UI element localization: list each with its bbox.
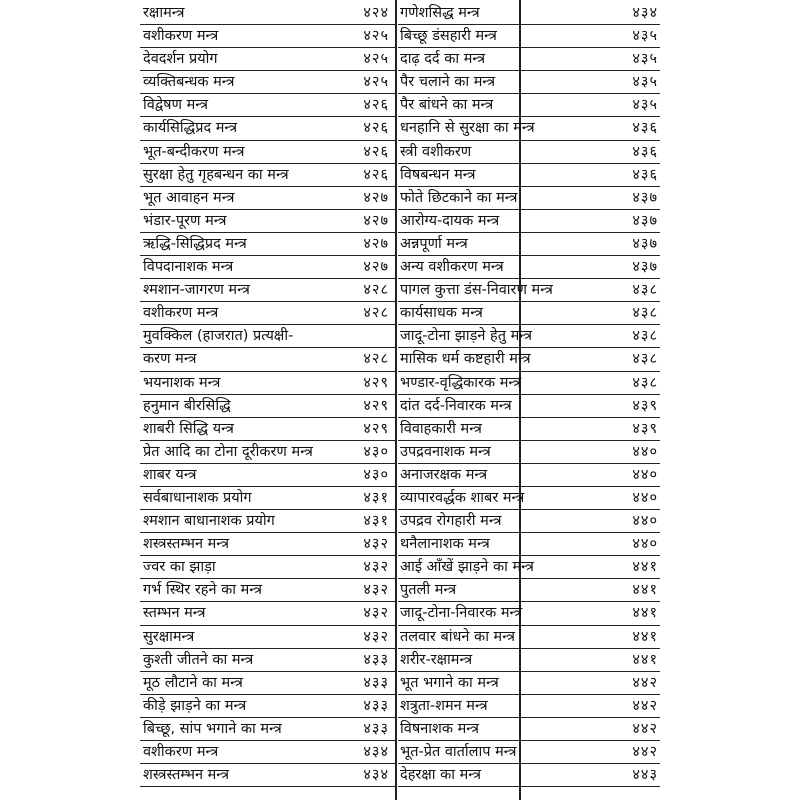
toc-entry-title: विषबन्धन मन्त्र xyxy=(400,166,476,183)
toc-entry xyxy=(398,210,660,233)
toc-entry xyxy=(398,764,660,787)
toc-entry xyxy=(398,141,660,164)
toc-entry-title: शस्त्रस्तम्भन मन्त्र xyxy=(143,536,229,553)
toc-entry-title: विद्वेषण मन्त्र xyxy=(143,97,209,114)
toc-entry xyxy=(140,325,395,348)
toc-entry-page: ४३१ xyxy=(363,489,389,506)
toc-entry xyxy=(398,741,660,764)
toc-entry xyxy=(140,602,395,625)
toc-entry-page: ४३३ xyxy=(363,651,389,668)
toc-entry-title: गणेशसिद्ध मन्त्र xyxy=(400,5,480,21)
toc-entry-title: दांत दर्द-निवारक मन्त्र xyxy=(400,397,512,414)
toc-entry-page: ४३२ xyxy=(363,582,389,599)
toc-entry-title: शत्रुता-शमन मन्त्र xyxy=(400,697,488,714)
toc-entry xyxy=(140,741,395,764)
toc-entry xyxy=(140,233,395,256)
toc-entry xyxy=(140,2,395,25)
toc-entry xyxy=(140,533,395,556)
toc-entry xyxy=(140,187,395,210)
toc-entry-page: ४३५ xyxy=(632,97,658,114)
toc-entry-title: जादू-टोना झाड़ने हेतु मन्त्र xyxy=(400,328,533,345)
toc-entry xyxy=(398,71,660,94)
toc-entry-page: ४४१ xyxy=(632,559,658,576)
toc-entry-title: आरोग्य-दायक मन्त्र xyxy=(400,212,500,229)
toc-entry xyxy=(398,48,660,71)
toc-entry-title: व्यक्तिबन्धक मन्त्र xyxy=(143,74,235,91)
toc-entry xyxy=(398,602,660,625)
toc-entry-page: ४३७ xyxy=(632,259,658,276)
toc-entry-title: फोते छिटकाने का मन्त्र xyxy=(400,189,518,206)
toc-entry-title: धनहानि से सुरक्षा का मन्त्र xyxy=(400,120,535,137)
toc-right-column xyxy=(398,2,660,787)
toc-entry-title: पैर चलाने का मन्त्र xyxy=(400,74,496,91)
toc-entry-title: शस्त्रस्तम्भन मन्त्र xyxy=(143,767,229,784)
toc-entry-title: भण्डार-वृद्धिकारक मन्त्र xyxy=(400,374,522,391)
toc-entry-page: ४३३ xyxy=(363,674,389,691)
toc-entry xyxy=(398,487,660,510)
toc-entry-title: अन्नपूर्णा मन्त्र xyxy=(400,235,468,252)
toc-entry-page: ४४२ xyxy=(632,674,658,691)
toc-entry-page: ४३४ xyxy=(363,744,389,760)
toc-entry xyxy=(140,418,395,441)
toc-entry xyxy=(140,117,395,140)
toc-entry-title: वशीकरण मन्त्र xyxy=(143,28,219,45)
toc-entry-title: मासिक धर्म कष्टहारी मन्त्र xyxy=(400,351,531,368)
toc-entry-page: ४३० xyxy=(363,466,389,483)
toc-entry xyxy=(140,71,395,94)
toc-entry xyxy=(398,372,660,395)
toc-entry xyxy=(398,395,660,418)
toc-entry-page: ४३२ xyxy=(363,559,389,576)
toc-entry-page: ४२८ xyxy=(363,282,389,299)
toc-entry xyxy=(398,626,660,649)
toc-entry-title: सुरक्षामन्त्र xyxy=(143,628,195,645)
toc-entry-page: ४२८ xyxy=(363,305,389,322)
toc-entry xyxy=(398,695,660,718)
toc-entry-page: ४३७ xyxy=(632,235,658,252)
toc-entry-page: ४४२ xyxy=(632,697,658,714)
toc-entry-title: पैर बांधने का मन्त्र xyxy=(400,97,494,114)
toc-entry-title: शाबर यन्त्र xyxy=(143,466,197,483)
toc-entry-title: हनुमान बीरसिद्धि xyxy=(143,397,231,414)
toc-entry-page: ४४२ xyxy=(632,744,658,760)
toc-entry-title: मुवक्किल (हाजरात) प्रत्यक्षी- xyxy=(143,328,294,345)
toc-entry xyxy=(398,233,660,256)
toc-entry-title: जादू-टोना-निवारक मन्त्र xyxy=(400,605,523,622)
toc-entry-page: ४३१ xyxy=(363,513,389,530)
toc-entry xyxy=(398,187,660,210)
toc-entry-title: विपदानाशक मन्त्र xyxy=(143,259,234,276)
toc-entry-page: ४२९ xyxy=(363,397,389,414)
toc-entry-title: वशीकरण मन्त्र xyxy=(143,305,219,322)
toc-entry xyxy=(398,279,660,302)
toc-entry xyxy=(140,48,395,71)
toc-entry-page: ४३२ xyxy=(363,605,389,622)
toc-entry-page: ४२८ xyxy=(363,351,389,368)
toc-entry-page: ४२७ xyxy=(363,212,389,229)
toc-entry-page: ४३७ xyxy=(632,212,658,229)
toc-entry xyxy=(140,302,395,325)
toc-entry-title: कार्यसाधक मन्त्र xyxy=(400,305,483,322)
toc-entry-title: तलवार बांधने का मन्त्र xyxy=(400,628,515,645)
toc-entry xyxy=(140,464,395,487)
toc-entry-page: ४४१ xyxy=(632,628,658,645)
toc-entry xyxy=(398,441,660,464)
toc-entry-title: भूत-प्रेत वार्तालाप मन्त्र xyxy=(400,744,517,760)
toc-entry-title: पागल कुत्ता डंस-निवारण मन्त्र xyxy=(400,282,553,299)
toc-entry xyxy=(140,164,395,187)
toc-entry xyxy=(398,25,660,48)
toc-entry xyxy=(140,441,395,464)
toc-entry-title: व्यापारवर्द्धक शाबर मन्त्र xyxy=(400,489,525,506)
toc-entry-title: भूत-बन्दीकरण मन्त्र xyxy=(143,143,245,160)
toc-entry-title: भूत भगाने का मन्त्र xyxy=(400,674,499,691)
toc-entry-title: उपद्रव रोगहारी मन्त्र xyxy=(400,513,502,530)
toc-entry-page: ४२६ xyxy=(363,166,389,183)
toc-entry-page: ४३३ xyxy=(363,720,389,737)
toc-entry xyxy=(140,25,395,48)
toc-entry xyxy=(140,649,395,672)
toc-entry-page: ४४० xyxy=(632,489,658,506)
toc-entry-title: बिच्छू डंसहारी मन्त्र xyxy=(400,28,497,45)
toc-entry xyxy=(398,649,660,672)
toc-entry xyxy=(140,395,395,418)
toc-entry-title: भूत आवाहन मन्त्र xyxy=(143,189,235,206)
toc-entry xyxy=(140,764,395,787)
toc-entry-title: सुरक्षा हेतु गृहबन्धन का मन्त्र xyxy=(143,166,289,183)
toc-entry-page: ४४१ xyxy=(632,651,658,668)
toc-entry xyxy=(140,510,395,533)
toc-entry-page: ४४२ xyxy=(632,720,658,737)
toc-entry-page: ४३८ xyxy=(632,351,658,368)
toc-entry-page: ४२६ xyxy=(363,143,389,160)
toc-entry-page: ४२४ xyxy=(363,5,389,21)
toc-entry-page: ४३८ xyxy=(632,328,658,345)
toc-entry-title: थनैलानाशक मन्त्र xyxy=(400,536,490,553)
toc-entry-page: ४४० xyxy=(632,513,658,530)
toc-entry xyxy=(398,672,660,695)
toc-entry xyxy=(398,348,660,371)
toc-entry-title: ऋद्धि-सिद्धिप्रद मन्त्र xyxy=(143,235,247,252)
toc-entry-title: वशीकरण मन्त्र xyxy=(143,744,219,760)
toc-entry xyxy=(398,164,660,187)
toc-entry-title: शरीर-रक्षामन्त्र xyxy=(400,651,473,668)
toc-entry xyxy=(140,672,395,695)
toc-entry-page: ४४० xyxy=(632,536,658,553)
toc-entry-page: ४२५ xyxy=(363,74,389,91)
toc-entry-page: ४३६ xyxy=(632,120,658,137)
toc-entry xyxy=(140,348,395,371)
toc-entry xyxy=(140,579,395,602)
toc-entry xyxy=(398,556,660,579)
toc-entry-title: अनाजरक्षक मन्त्र xyxy=(400,466,488,483)
toc-entry-page: ४२९ xyxy=(363,420,389,437)
toc-entry-title: भयनाशक मन्त्र xyxy=(143,374,221,391)
toc-entry-page: ४३८ xyxy=(632,282,658,299)
toc-entry-title: अन्य वशीकरण मन्त्र xyxy=(400,259,504,276)
toc-entry-title: बिच्छू, सांप भगाने का मन्त्र xyxy=(143,720,282,737)
toc-entry xyxy=(140,372,395,395)
toc-entry-title: आई आँखें झाड़ने का मन्त्र xyxy=(400,559,534,576)
toc-entry-page: ४३८ xyxy=(632,305,658,322)
toc-entry xyxy=(140,718,395,741)
toc-entry-page: ४३४ xyxy=(632,5,658,21)
toc-entry-title: स्त्री वशीकरण xyxy=(400,143,472,160)
toc-entry-page: ४३९ xyxy=(632,397,658,414)
toc-entry-page: ४३६ xyxy=(632,166,658,183)
toc-entry-title: दाढ़ दर्द का मन्त्र xyxy=(400,51,486,68)
toc-entry-page: ४३५ xyxy=(632,51,658,68)
toc-entry-title: श्मशान बाधानाशक प्रयोग xyxy=(143,513,275,530)
toc-entry-title: कीड़े झाड़ने का मन्त्र xyxy=(143,697,247,714)
toc-entry xyxy=(398,418,660,441)
toc-entry-title: स्तम्भन मन्त्र xyxy=(143,605,206,622)
toc-entry xyxy=(140,695,395,718)
toc-entry-page: ४२९ xyxy=(363,374,389,391)
toc-entry xyxy=(140,141,395,164)
toc-entry xyxy=(398,117,660,140)
toc-entry xyxy=(398,325,660,348)
toc-entry-page: ४३५ xyxy=(632,74,658,91)
toc-entry-page: ४४० xyxy=(632,443,658,460)
toc-entry xyxy=(398,464,660,487)
toc-entry xyxy=(140,279,395,302)
toc-entry-page: ४३२ xyxy=(363,536,389,553)
toc-entry-page: ४३४ xyxy=(363,767,389,784)
toc-entry-page: ४३८ xyxy=(632,374,658,391)
toc-entry xyxy=(398,94,660,117)
toc-entry-page: ४२७ xyxy=(363,259,389,276)
toc-entry-title: प्रेत आदि का टोना दूरीकरण मन्त्र xyxy=(143,443,313,460)
toc-entry-title: पुतली मन्त्र xyxy=(400,582,457,599)
toc-entry xyxy=(398,533,660,556)
toc-entry-page: ४२६ xyxy=(363,120,389,137)
toc-entry-title: देहरक्षा का मन्त्र xyxy=(400,767,481,784)
toc-entry xyxy=(140,256,395,279)
toc-entry xyxy=(398,510,660,533)
toc-entry-page: ४३५ xyxy=(632,28,658,45)
toc-entry xyxy=(398,302,660,325)
toc-entry xyxy=(140,626,395,649)
toc-entry xyxy=(140,487,395,510)
toc-left-column xyxy=(140,2,395,787)
toc-entry-title: भंडार-पूरण मन्त्र xyxy=(143,212,227,229)
toc-entry xyxy=(398,579,660,602)
toc-entry-title: सर्वबाधानाशक प्रयोग xyxy=(143,489,252,506)
toc-entry-title: कार्यसिद्धिप्रद मन्त्र xyxy=(143,120,238,137)
toc-entry-page: ४२७ xyxy=(363,235,389,252)
toc-entry xyxy=(140,94,395,117)
toc-entry xyxy=(140,210,395,233)
column-divider-left xyxy=(395,0,397,800)
toc-entry-page: ४४३ xyxy=(632,767,658,784)
toc-entry-title: विषनाशक मन्त्र xyxy=(400,720,479,737)
toc-entry-title: ज्वर का झाड़ा xyxy=(143,559,216,576)
toc-entry xyxy=(398,256,660,279)
toc-entry-page: ४३३ xyxy=(363,697,389,714)
toc-entry-page: ४४० xyxy=(632,466,658,483)
toc-entry-title: रक्षामन्त्र xyxy=(143,5,185,21)
toc-entry-page: ४२५ xyxy=(363,28,389,45)
toc-entry-title: गर्भ स्थिर रहने का मन्त्र xyxy=(143,582,263,599)
toc-entry-page: ४२५ xyxy=(363,51,389,68)
toc-entry-page: ४४१ xyxy=(632,605,658,622)
toc-entry-page: ४३६ xyxy=(632,143,658,160)
toc-entry-page: ४३७ xyxy=(632,189,658,206)
toc-entry-page: ४२७ xyxy=(363,189,389,206)
toc-entry-page: ४३० xyxy=(363,443,389,460)
toc-entry-page: ४२६ xyxy=(363,97,389,114)
toc-entry-page: ४३९ xyxy=(632,420,658,437)
toc-entry-title: मूठ लौटाने का मन्त्र xyxy=(143,674,243,691)
toc-entry-page: ४४१ xyxy=(632,582,658,599)
toc-entry-title: उपद्रवनाशक मन्त्र xyxy=(400,443,491,460)
toc-entry-page: ४३२ xyxy=(363,628,389,645)
toc-entry-title: करण मन्त्र xyxy=(143,351,197,368)
toc-entry-title: श्मशान-जागरण मन्त्र xyxy=(143,282,250,299)
toc-entry xyxy=(140,556,395,579)
toc-entry-title: देवदर्शन प्रयोग xyxy=(143,51,218,68)
toc-entry-title: शाबरी सिद्धि यन्त्र xyxy=(143,420,234,437)
toc-entry xyxy=(398,718,660,741)
toc-entry xyxy=(398,2,660,25)
toc-entry-title: विवाहकारी मन्त्र xyxy=(400,420,482,437)
toc-entry-title: कुश्ती जीतने का मन्त्र xyxy=(143,651,254,668)
